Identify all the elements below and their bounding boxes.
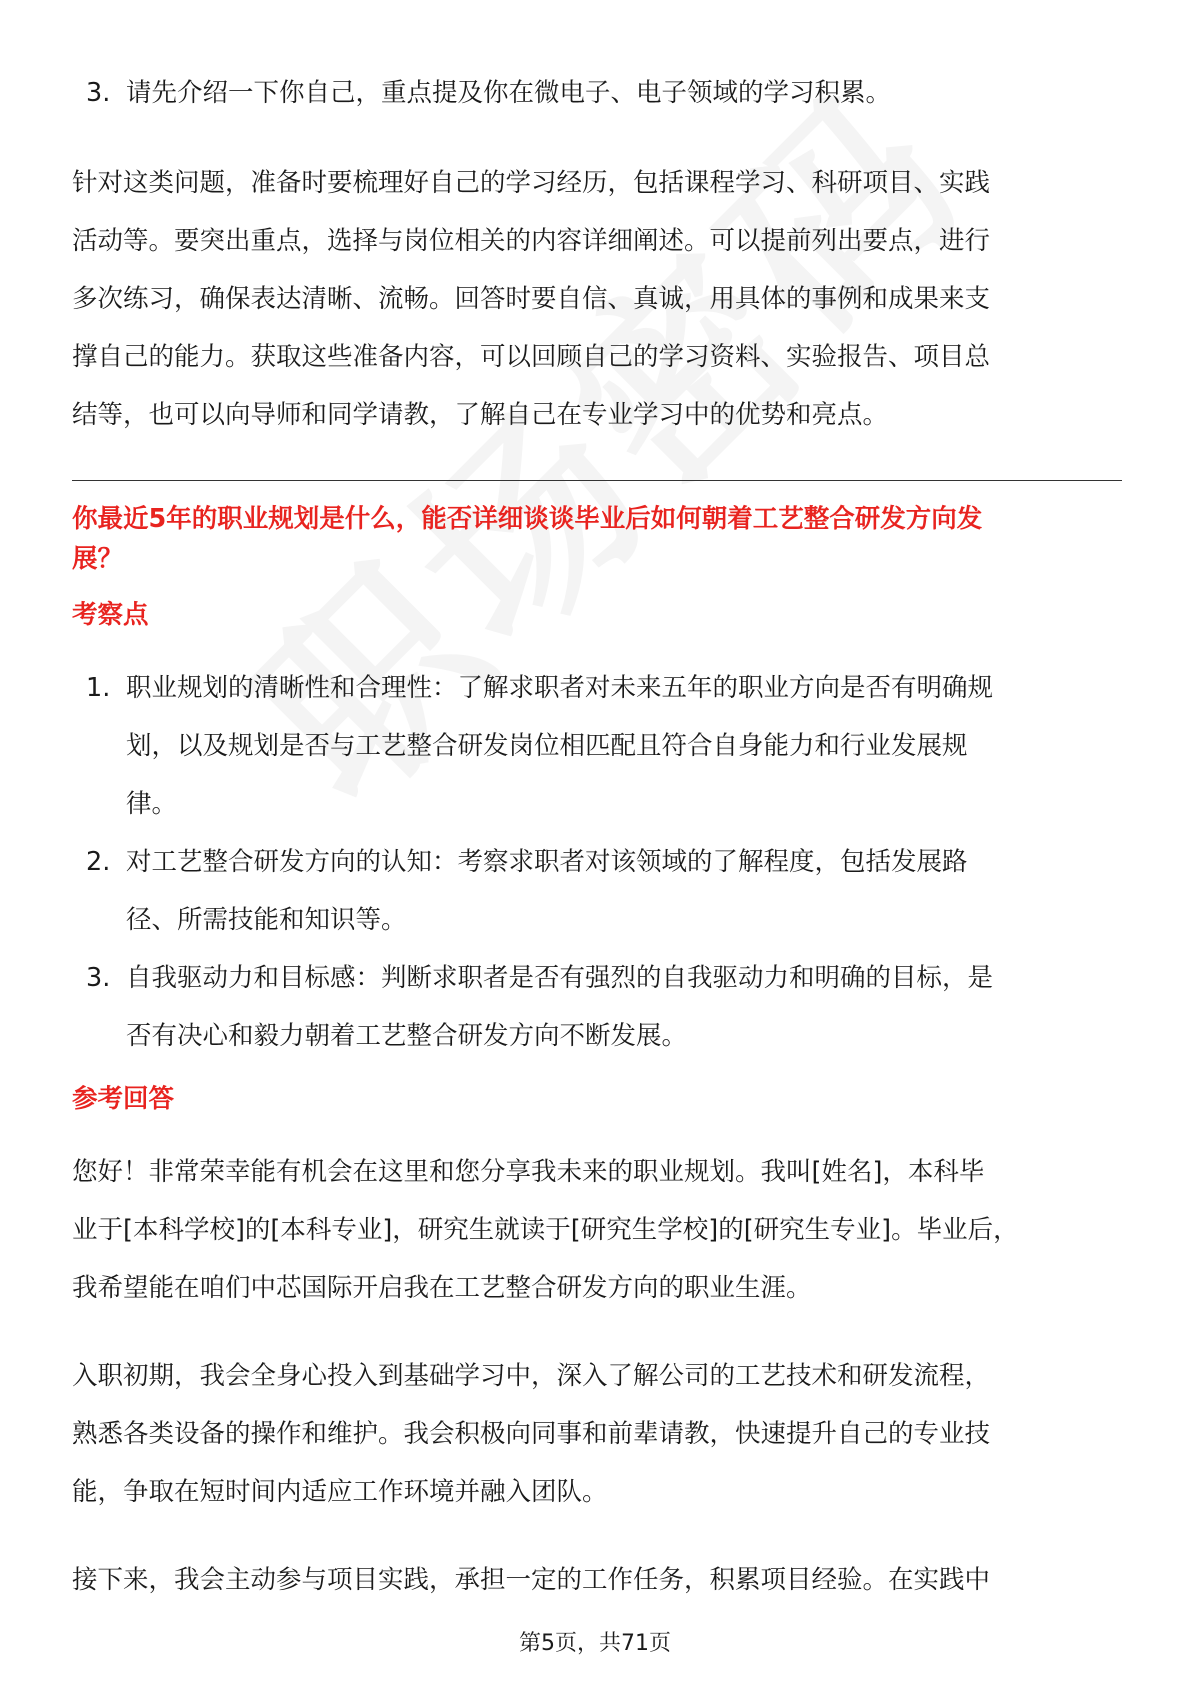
list-item [72,659,1122,833]
answer-paragraph [72,1347,1122,1521]
list-item [72,833,1122,949]
list-text [126,949,1122,1065]
intro-paragraph [72,154,1122,444]
paragraph-line: 我希望能在咱们中芯国际开启我在工艺整合研发方向的职业生涯。 [72,1273,812,1303]
answer-paragraph [72,1551,1122,1609]
paragraph-line: 接下来，我会主动参与项目实践，承担一定的工作任务，积累项目经验。在实践中 [72,1565,991,1595]
page-footer: 第5页，共71页 [519,1631,671,1656]
list-line: 律。 [126,789,178,819]
paragraph-line: 结等，也可以向导师和同学请教，了解自己在专业学习中的优势和亮点。 [72,400,889,430]
list-text [126,833,1122,949]
paragraph-line: 熟悉各类设备的操作和维护。我会积极向同事和前辈请教，快速提升自己的专业技 [72,1419,991,1449]
list-number: 1. [86,673,111,703]
reference-answer-label: 参考回答 [72,1084,175,1114]
document-body [72,64,1122,1609]
list-line: 自我驱动力和目标感：判断求职者是否有强烈的自我驱动力和明确的目标，是 [126,963,994,993]
exam-points-label: 考察点 [72,600,149,630]
question-line: 展？ [72,544,124,574]
intro-list [72,64,1122,122]
paragraph-line: 多次练习，确保表达清晰、流畅。回答时要自信、真诚，用具体的事例和成果来支 [72,284,991,314]
list-line: 否有决心和毅力朝着工艺整合研发方向不断发展。 [126,1021,688,1051]
paragraph-line: 您好！非常荣幸能有机会在这里和您分享我未来的职业规划。我叫[姓名]，本科毕 [72,1157,985,1187]
list-text [126,659,1122,833]
list-line: 径、所需技能和知识等。 [126,905,407,935]
list-text: 请先介绍一下你自己，重点提及你在微电子、电子领域的学习积累。 [126,78,892,108]
paragraph-line: 能，争取在短时间内适应工作环境并融入团队。 [72,1477,608,1507]
paragraph-line: 业于[本科学校]的[本科专业]，研究生就读于[研究生学校]的[研究生专业]。毕业后， [72,1215,1019,1245]
list-number: 2. [86,847,111,877]
list-line: 对工艺整合研发方向的认知：考察求职者对该领域的了解程度，包括发展路 [126,847,968,877]
question-line: 你最近5年的职业规划是什么，能否详细谈谈毕业后如何朝着工艺整合研发方向发 [72,504,983,534]
list-item [72,949,1122,1065]
paragraph-line: 活动等。要突出重点，选择与岗位相关的内容详细阐述。可以提前列出要点，进行 [72,226,991,256]
paragraph-line: 撑自己的能力。获取这些准备内容，可以回顾自己的学习资料、实验报告、项目总 [72,342,991,372]
exam-points-list [72,659,1122,1065]
list-number: 3. [86,963,111,993]
paragraph-line: 针对这类问题，准备时要梳理好自己的学习经历，包括课程学习、科研项目、实践 [72,168,991,198]
list-number: 3. [86,78,111,108]
list-line: 划，以及规划是否与工艺整合研发岗位相匹配且符合自身能力和行业发展规 [126,731,968,761]
answer-paragraph [72,1143,1122,1317]
list-line: 职业规划的清晰性和合理性：了解求职者对未来五年的职业方向是否有明确规 [126,673,994,703]
question-heading [72,499,1122,579]
list-item [72,64,1122,122]
paragraph-line: 入职初期，我会全身心投入到基础学习中，深入了解公司的工艺技术和研发流程， [72,1361,991,1391]
